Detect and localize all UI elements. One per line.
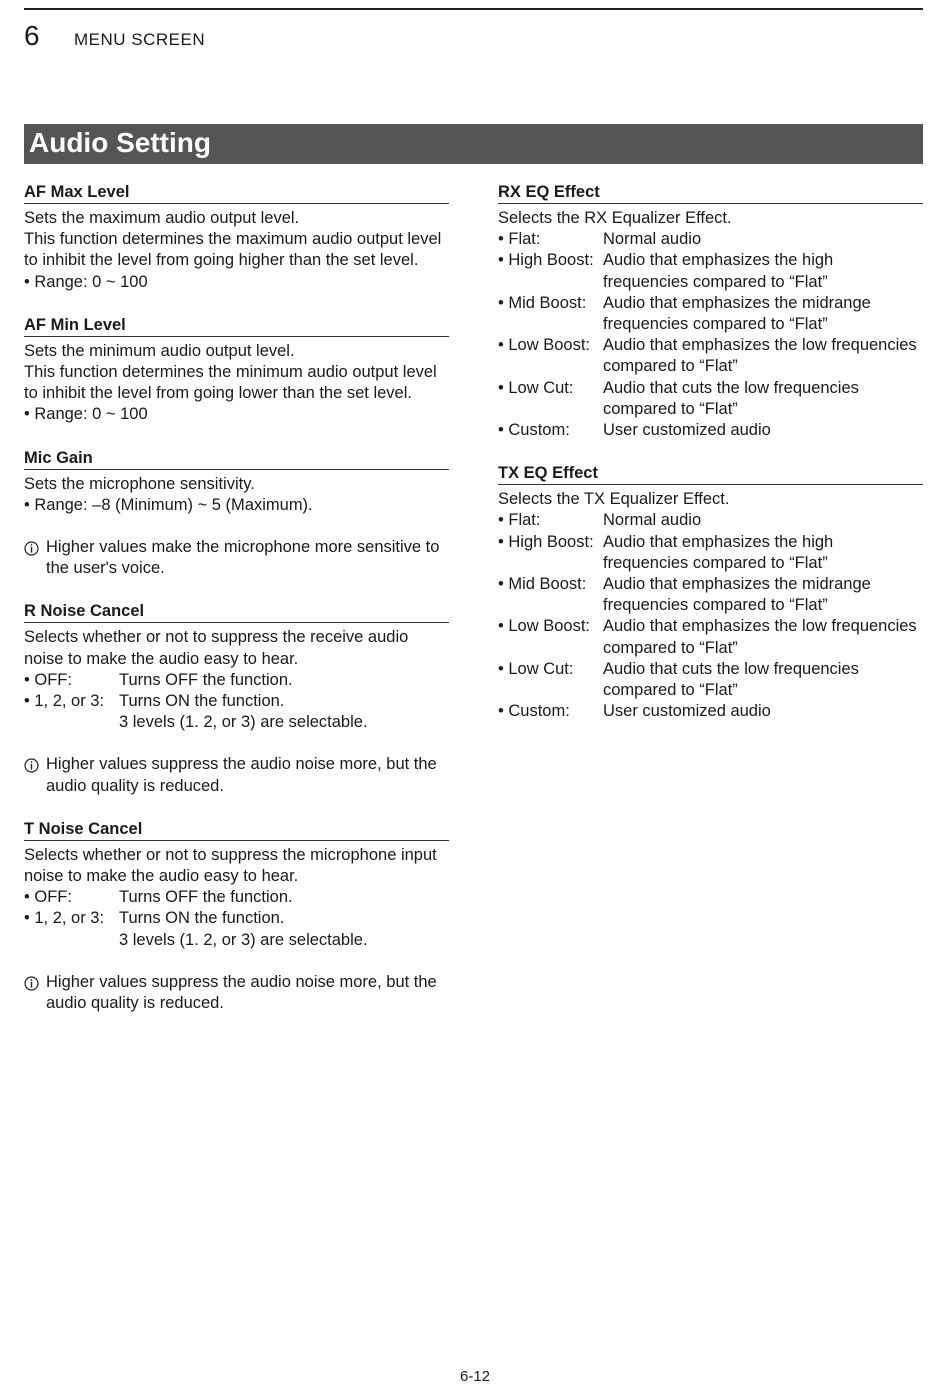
option-value: Turns OFF the function. <box>119 888 293 907</box>
section-heading: AF Min Level <box>24 314 449 337</box>
description-line: Sets the microphone sensitivity. <box>24 474 255 493</box>
r-noise-cancel-section <box>24 600 449 796</box>
description-line: Selects whether or not to suppress the receive audio noise to make the audio easy to hear. <box>24 628 409 668</box>
description-line: Sets the minimum audio output level. <box>24 341 295 360</box>
option-row <box>498 335 923 377</box>
option-value: Normal audio <box>603 511 702 530</box>
option-value: User customized audio <box>603 702 771 721</box>
section-banner <box>24 124 923 164</box>
af-max-level-section <box>24 181 449 293</box>
option-value: Audio that cuts the low frequencies compared to “Flat” <box>603 378 859 418</box>
option-row <box>498 616 923 658</box>
section-heading: R Noise Cancel <box>24 600 449 623</box>
section-heading: T Noise Cancel <box>24 818 449 841</box>
option-value: Audio that emphasizes the midrange frequencies compared to “Flat” <box>603 293 871 334</box>
option-value: User customized audio <box>603 421 771 440</box>
option-value: Audio that emphasizes the low frequencies compared to “Flat” <box>603 617 917 657</box>
description-line: Sets the maximum audio output level. <box>24 209 300 227</box>
option-key: • Low Boost: <box>498 617 590 636</box>
option-row <box>24 691 449 712</box>
range-line: • Range: –8 (Minimum) ~ 5 (Maximum). <box>24 495 313 514</box>
option-value: Audio that cuts the low frequencies compared to “Flat” <box>603 659 859 700</box>
option-value: Turns ON the function. <box>119 909 285 928</box>
option-key: • Low Boost: <box>498 336 590 355</box>
note-text: Higher values suppress the audio noise more, but the audio quality is reduced. <box>46 755 437 795</box>
chapter-number: 6 <box>24 20 40 51</box>
option-row <box>24 712 449 733</box>
chapter-title: MENU SCREEN <box>74 30 206 49</box>
info-note <box>24 537 449 579</box>
t-noise-cancel-section <box>24 818 449 1014</box>
tx-eq-effect-section <box>498 462 923 722</box>
option-row <box>498 293 923 335</box>
option-value: Turns OFF the function. <box>119 670 293 689</box>
page-number: 6-12 <box>459 1368 491 1385</box>
option-row <box>498 510 923 531</box>
option-row <box>24 887 449 908</box>
option-row <box>498 229 923 250</box>
section-heading: TX EQ Effect <box>498 462 923 485</box>
option-key: • Custom: <box>498 421 570 440</box>
description-line: Selects the TX Equalizer Effect. <box>498 490 730 509</box>
note-text: Higher values make the microphone more sensitive to the user's voice. <box>46 538 440 578</box>
info-circle-icon <box>24 754 46 796</box>
option-row <box>24 670 449 691</box>
option-row <box>498 532 923 574</box>
option-value: Turns ON the function. <box>119 692 285 711</box>
description-line: This function determines the maximum audio output level to inhibit the level from going higher than the set level. <box>24 230 442 270</box>
option-value: 3 levels (1. 2, or 3) are selectable. <box>119 930 368 949</box>
option-value: 3 levels (1. 2, or 3) are selectable. <box>119 713 368 732</box>
option-value: Audio that emphasizes the midrange frequencies compared to “Flat” <box>603 575 871 615</box>
option-row <box>24 930 449 951</box>
option-row <box>498 659 923 701</box>
note-text: Higher values suppress the audio noise more, but the audio quality is reduced. <box>46 972 437 1013</box>
section-heading: AF Max Level <box>24 181 449 204</box>
option-key: • High Boost: <box>498 532 594 551</box>
range-line: • Range: 0 ~ 100 <box>24 405 148 424</box>
option-key: • Low Cut: <box>498 659 574 678</box>
left-column <box>24 181 449 1014</box>
option-key: • Low Cut: <box>498 378 574 397</box>
option-value: Audio that emphasizes the high frequencies compared to “Flat” <box>603 251 834 291</box>
option-key: • 1, 2, or 3: <box>24 692 105 711</box>
info-note <box>24 754 449 796</box>
section-heading: RX EQ Effect <box>498 181 923 204</box>
option-key: • 1, 2, or 3: <box>24 909 105 928</box>
option-row <box>498 574 923 616</box>
option-key: • Mid Boost: <box>498 575 587 594</box>
description-line: This function determines the minimum audio output level to inhibit the level from going lower than the set level. <box>24 363 437 403</box>
description-line: Selects the RX Equalizer Effect. <box>498 209 732 227</box>
option-key: • Mid Boost: <box>498 293 587 312</box>
page-title: Audio Setting <box>29 127 211 158</box>
info-circle-icon <box>24 972 46 1014</box>
option-row <box>24 908 449 929</box>
rx-eq-effect-section <box>498 181 923 441</box>
option-row <box>498 701 923 722</box>
option-key: • Custom: <box>498 702 570 721</box>
option-key: • Flat: <box>498 230 541 249</box>
option-key <box>24 930 119 951</box>
info-note <box>24 972 449 1014</box>
option-row <box>498 420 923 441</box>
info-circle-icon <box>24 537 46 579</box>
option-key: • High Boost: <box>498 251 594 270</box>
option-key: • OFF: <box>24 888 72 907</box>
right-column <box>498 181 923 722</box>
header-rule <box>24 8 923 10</box>
option-value: Normal audio <box>603 230 702 249</box>
option-value: Audio that emphasizes the high frequencies compared to “Flat” <box>603 532 834 572</box>
option-row <box>498 250 923 292</box>
mic-gain-section <box>24 447 449 580</box>
range-line: • Range: 0 ~ 100 <box>24 272 148 291</box>
option-key <box>24 712 119 733</box>
option-value: Audio that emphasizes the low frequencies compared to “Flat” <box>603 336 917 376</box>
af-min-level-section <box>24 314 449 426</box>
option-key: • OFF: <box>24 670 72 689</box>
section-heading: Mic Gain <box>24 447 449 470</box>
option-row <box>498 378 923 420</box>
description-line: Selects whether or not to suppress the microphone input noise to make the audio easy to hear. <box>24 845 437 886</box>
option-key: • Flat: <box>498 511 541 530</box>
